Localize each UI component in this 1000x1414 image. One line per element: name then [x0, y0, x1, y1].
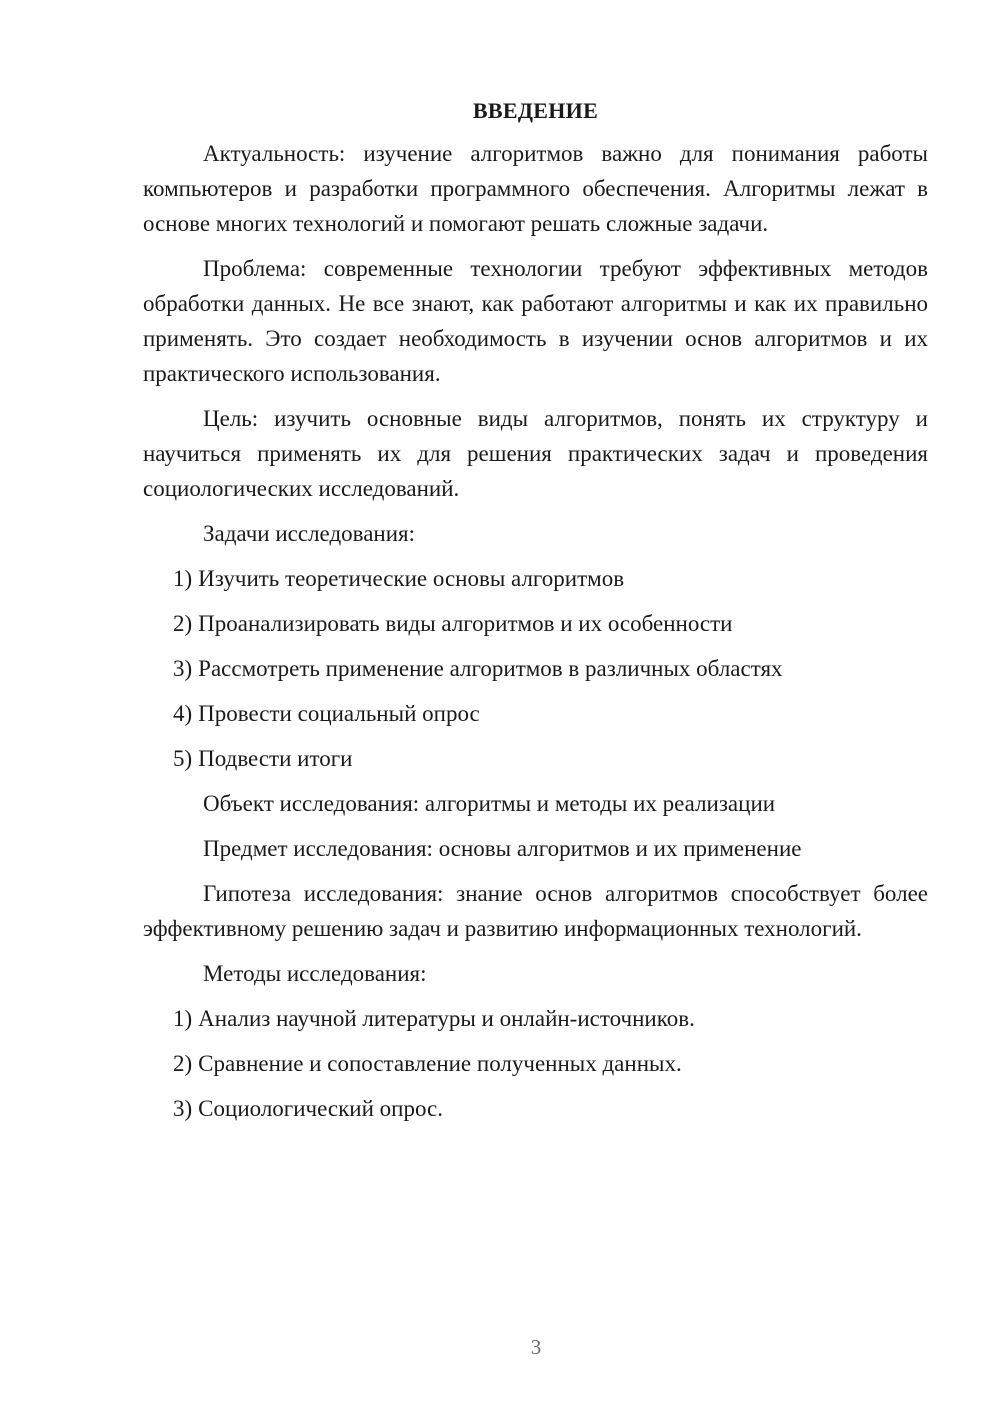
methods-heading: Методы исследования:: [203, 961, 427, 986]
list-item: [143, 741, 928, 776]
list-item: [143, 1001, 928, 1036]
tasks-list: [143, 561, 928, 776]
list-item-text: Социологический опрос.: [198, 1096, 443, 1121]
list-item-number: 1): [173, 566, 193, 591]
list-item-text: Рассмотреть применение алгоритмов в различных областях: [198, 656, 783, 681]
research-object: Объект исследования: алгоритмы и методы их реализации: [203, 791, 776, 816]
list-item: [143, 651, 928, 686]
list-item: [143, 1046, 928, 1081]
problem-paragraph: Проблема: современные технологии требуют эффективных методов обработки данных. Не все знают, как работают алгоритмы и как их правильно применять. Это создает необходимость в изучении основ алгоритмов и их практического использования.: [143, 256, 928, 386]
list-item-text: Проанализировать виды алгоритмов и их особенности: [198, 611, 733, 636]
hypothesis-paragraph: Гипотеза исследования: знание основ алгоритмов способствует более эффективному решению задач и развитию информационных технологий.: [143, 881, 928, 941]
section-title: ВВЕДЕНИЕ: [472, 98, 599, 123]
list-item: [143, 696, 928, 731]
list-item-number: 4): [173, 701, 193, 726]
list-item: [143, 1091, 928, 1126]
list-item: [143, 561, 928, 596]
research-subject: Предмет исследования: основы алгоритмов и их применение: [203, 836, 802, 861]
list-item-number: 3): [173, 1096, 193, 1121]
tasks-heading: Задачи исследования:: [203, 521, 416, 546]
list-item-text: Провести социальный опрос: [198, 701, 480, 726]
list-item-number: 2): [173, 611, 193, 636]
list-item-text: Подвести итоги: [198, 746, 353, 771]
relevance-paragraph: Актуальность: изучение алгоритмов важно для понимания работы компьютеров и разработки программного обеспечения. Алгоритмы лежат в основе многих технологий и помогают решать сложные задачи.: [143, 141, 928, 236]
page-number: 3: [530, 1335, 542, 1359]
list-item: [143, 606, 928, 641]
list-item-text: Анализ научной литературы и онлайн-источников.: [198, 1006, 695, 1031]
page-content: [143, 96, 928, 1136]
methods-list: [143, 1001, 928, 1126]
list-item-number: 1): [173, 1006, 193, 1031]
goal-paragraph: Цель: изучить основные виды алгоритмов, понять их структуру и научиться применять их для решения практических задач и проведения социологических исследований.: [143, 406, 928, 501]
list-item-number: 2): [173, 1051, 193, 1076]
list-item-text: Изучить теоретические основы алгоритмов: [198, 566, 625, 591]
list-item-number: 3): [173, 656, 193, 681]
list-item-text: Сравнение и сопоставление полученных данных.: [198, 1051, 682, 1076]
list-item-number: 5): [173, 746, 193, 771]
